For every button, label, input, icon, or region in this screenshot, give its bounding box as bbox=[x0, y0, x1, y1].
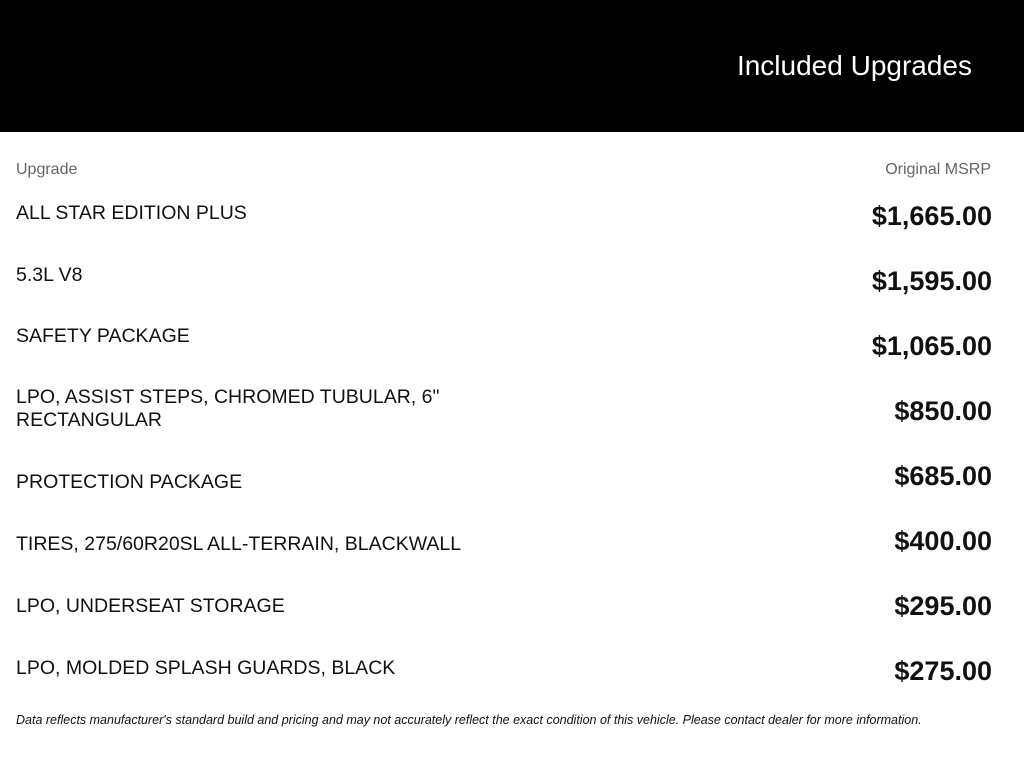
upgrade-price: $1,665.00 bbox=[871, 201, 992, 231]
upgrade-name: SAFETY PACKAGE bbox=[16, 325, 190, 347]
upgrade-name: 5.3L V8 bbox=[16, 264, 83, 286]
upgrade-name: LPO, ASSIST STEPS, CHROMED TUBULAR, 6" RECTANGULAR bbox=[16, 386, 440, 431]
upgrade-price: $1,595.00 bbox=[871, 266, 992, 296]
upgrade-name: LPO, MOLDED SPLASH GUARDS, BLACK bbox=[16, 657, 396, 679]
upgrade-row bbox=[0, 645, 1024, 710]
page-title: Included Upgrades bbox=[736, 50, 972, 81]
upgrade-row bbox=[0, 190, 1024, 255]
upgrade-name: ALL STAR EDITION PLUS bbox=[16, 202, 247, 224]
upgrade-row bbox=[0, 515, 1024, 580]
upgrade-row bbox=[0, 320, 1024, 385]
page-header bbox=[0, 0, 1024, 132]
upgrade-row bbox=[0, 580, 1024, 645]
upgrade-column-header: Upgrade bbox=[16, 161, 78, 178]
upgrade-price: $275.00 bbox=[894, 656, 992, 686]
msrp-column-header: Original MSRP bbox=[885, 161, 991, 178]
upgrade-name: LPO, UNDERSEAT STORAGE bbox=[16, 595, 285, 617]
upgrades-list bbox=[0, 190, 1024, 710]
upgrade-price: $1,065.00 bbox=[871, 331, 992, 361]
upgrade-name: PROTECTION PACKAGE bbox=[16, 471, 243, 493]
upgrade-row bbox=[0, 385, 1024, 450]
upgrade-row bbox=[0, 450, 1024, 515]
upgrade-row bbox=[0, 255, 1024, 320]
upgrade-price: $295.00 bbox=[894, 591, 992, 621]
upgrade-price: $850.00 bbox=[894, 396, 992, 426]
disclaimer-note: Data reflects manufacturer's standard build and pricing and may not accurately reflect the exact condition of this vehicle. Please contact dealer for more information. bbox=[16, 713, 922, 727]
upgrade-name: TIRES, 275/60R20SL ALL-TERRAIN, BLACKWALL bbox=[16, 533, 462, 555]
upgrade-price: $400.00 bbox=[894, 526, 992, 556]
upgrade-price: $685.00 bbox=[894, 461, 992, 491]
